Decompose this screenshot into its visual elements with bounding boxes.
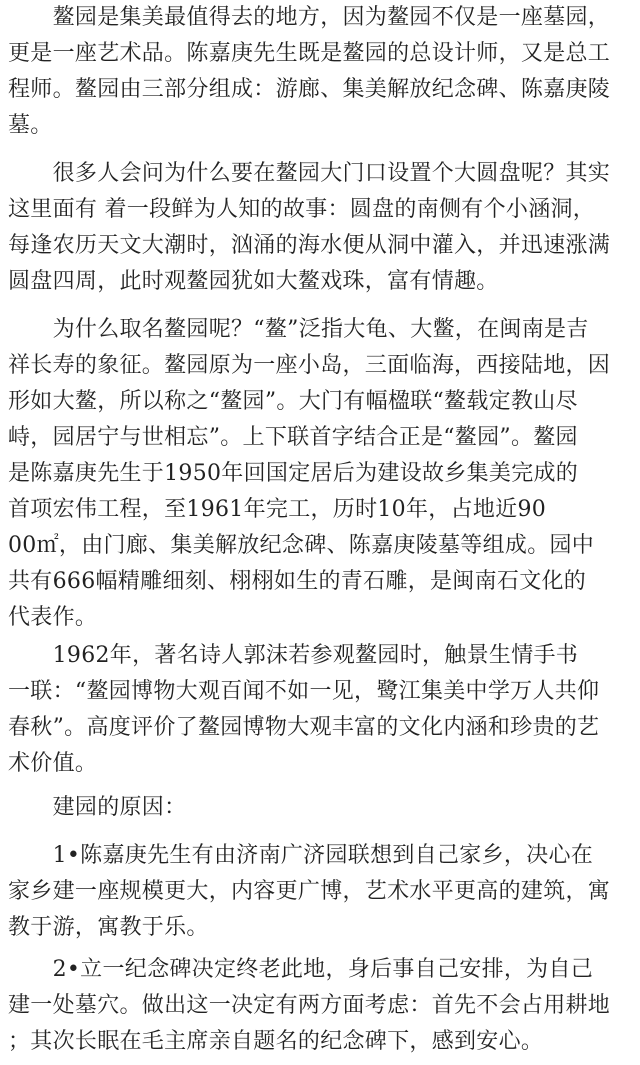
text-line: 每逢农历天文大潮时，汹涌的海水便从洞中灌入，并迅速涨满 [8,233,611,258]
text-line: 建一处墓穴。做出这一决定有两方面考虑：首先不会占用耕地 [8,993,611,1018]
text-line: 墓。 [8,113,53,138]
text-line: 圆盘四周，此时观鳌园犹如大鳌戏珠，富有情趣。 [8,269,499,294]
paragraph-intro [8,0,636,144]
text-line: 更是一座艺术品。陈嘉庚先生既是鳌园的总设计师，又是总工 [8,41,611,66]
paragraph-round-plate [8,156,636,300]
section-heading: 建园的原因： [8,795,187,820]
text-line: 峙，园居宁与世相忘”。上下联首字结合正是“鳌园”。鳌园 [8,425,578,450]
text-line: 这里面有 着一段鲜为人知的故事：圆盘的南侧有个小涵洞， [8,197,596,222]
text-line: ；其次长眠在毛主席亲自题名的纪念碑下，感到安心。 [8,1029,544,1054]
text-line: 一联：“鳌园博物大观百闻不如一见，鹭江集美中学万人共仰 [8,679,600,704]
text-line: 1•陈嘉庚先生有由济南广济园联想到自己家乡，决心在 [8,843,594,868]
text-line: 家乡建一座规模更大，内容更广博，艺术水平更高的建筑，寓 [8,879,611,904]
text-line: 1962年，著名诗人郭沫若参观鳌园时，触景生情手书 [8,643,579,668]
text-line: 鳌园是集美最值得去的地方，因为鳌园不仅是一座墓园， [8,5,611,30]
text-line: 2•立一纪念碑决定终老此地，身后事自己安排，为自己 [8,957,594,982]
text-line: 祥长寿的象征。鳌园原为一座小岛，三面临海，西接陆地，因 [8,353,611,378]
text-line: 共有666幅精雕细刻、栩栩如生的青石雕，是闽南石文化的 [8,569,587,594]
text-line: 00㎡，由门廊、集美解放纪念碑、陈嘉庚陵墓等组成。园中 [8,533,595,558]
text-line: 首项宏伟工程，至1961年完工，历时10年，占地近90 [8,497,547,522]
text-line: 代表作。 [8,605,98,630]
paragraph-reasons-heading [8,790,636,826]
paragraph-guo-moruo [8,638,636,782]
text-line: 术价值。 [8,751,98,776]
text-line: 教于游，寓教于乐。 [8,915,209,940]
text-line: 为什么取名鳌园呢？“鳌”泛指大龟、大鳖，在闽南是吉 [8,317,589,342]
text-line: 春秋”。高度评价了鳌园博物大观丰富的文化内涵和珍贵的艺 [8,715,600,740]
text-line: 形如大鳌，所以称之“鳌园”。大门有幅楹联“鳌载定教山尽 [8,389,578,414]
text-line: 程师。鳌园由三部分组成：游廊、集美解放纪念碑、陈嘉庚陵 [8,77,611,102]
paragraph-name-origin [8,312,636,636]
paragraph-reason-one [8,838,636,946]
text-line: 很多人会问为什么要在鳌园大门口设置个大圆盘呢？其实 [8,161,611,186]
paragraph-reason-two [8,952,636,1060]
text-line: 是陈嘉庚先生于1950年回国定居后为建设故乡集美完成的 [8,461,579,486]
